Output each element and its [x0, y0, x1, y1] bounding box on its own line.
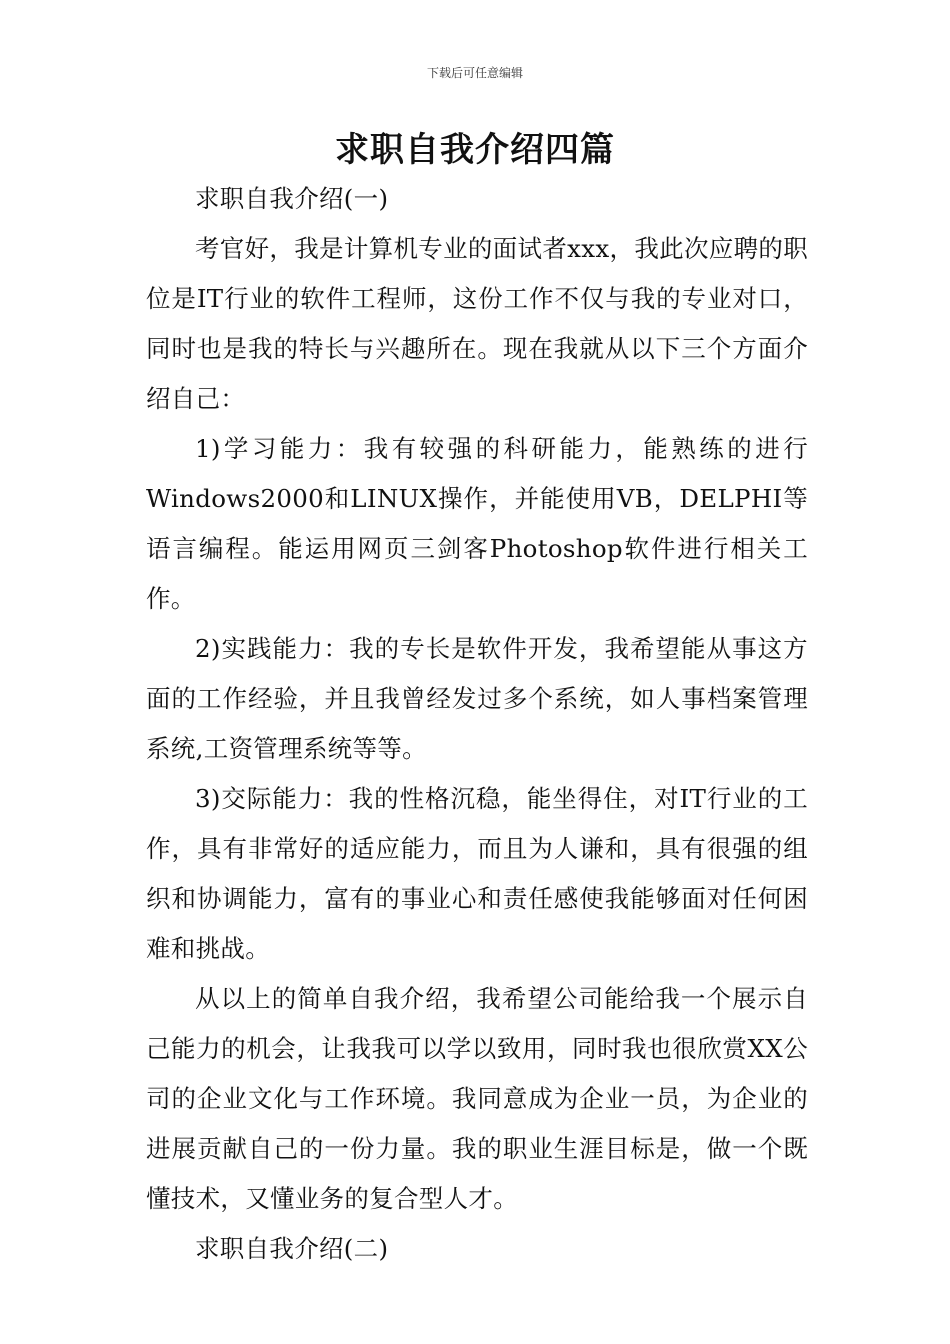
section-heading-1: 求职自我介绍(一) [195, 184, 389, 213]
header-note: 下载后可任意编辑 [426, 66, 523, 80]
paragraph-learning-ability: 1)学习能力：我有较强的科研能力，能熟练的进行Windows2000和LINUX操作，并能使用VB，DELPHI等语言编程。能运用网页三剑客Photoshop软件进行相关工作。 [146, 434, 808, 613]
paragraph-practical-ability: 2)实践能力：我的专长是软件开发，我希望能从事这方面的工作经验，并且我曾经发过多个系统，如人事档案管理系统,工资管理系统等等。 [146, 634, 808, 763]
document-body [146, 174, 808, 1274]
section-heading-2: 求职自我介绍(二) [195, 1234, 389, 1263]
paragraph-intro: 考官好，我是计算机专业的面试者xxx，我此次应聘的职位是IT行业的软件工程师，这份工作不仅与我的专业对口，同时也是我的特长与兴趣所在。现在我就从以下三个方面介绍自己： [146, 234, 808, 413]
paragraph-conclusion: 从以上的简单自我介绍，我希望公司能给我一个展示自己能力的机会，让我我可以学以致用，同时我也很欣赏XX公司的企业文化与工作环境。我同意成为企业一员，为企业的进展贡献自己的一份力量。我的职业生涯目标是，做一个既懂技术，又懂业务的复合型人才。 [146, 984, 808, 1213]
document-title: 求职自我介绍四篇 [335, 130, 615, 170]
paragraph-social-ability: 3)交际能力：我的性格沉稳，能坐得住，对IT行业的工作，具有非常好的适应能力，而且为人谦和，具有很强的组织和协调能力，富有的事业心和责任感使我能够面对任何困难和挑战。 [146, 784, 808, 963]
